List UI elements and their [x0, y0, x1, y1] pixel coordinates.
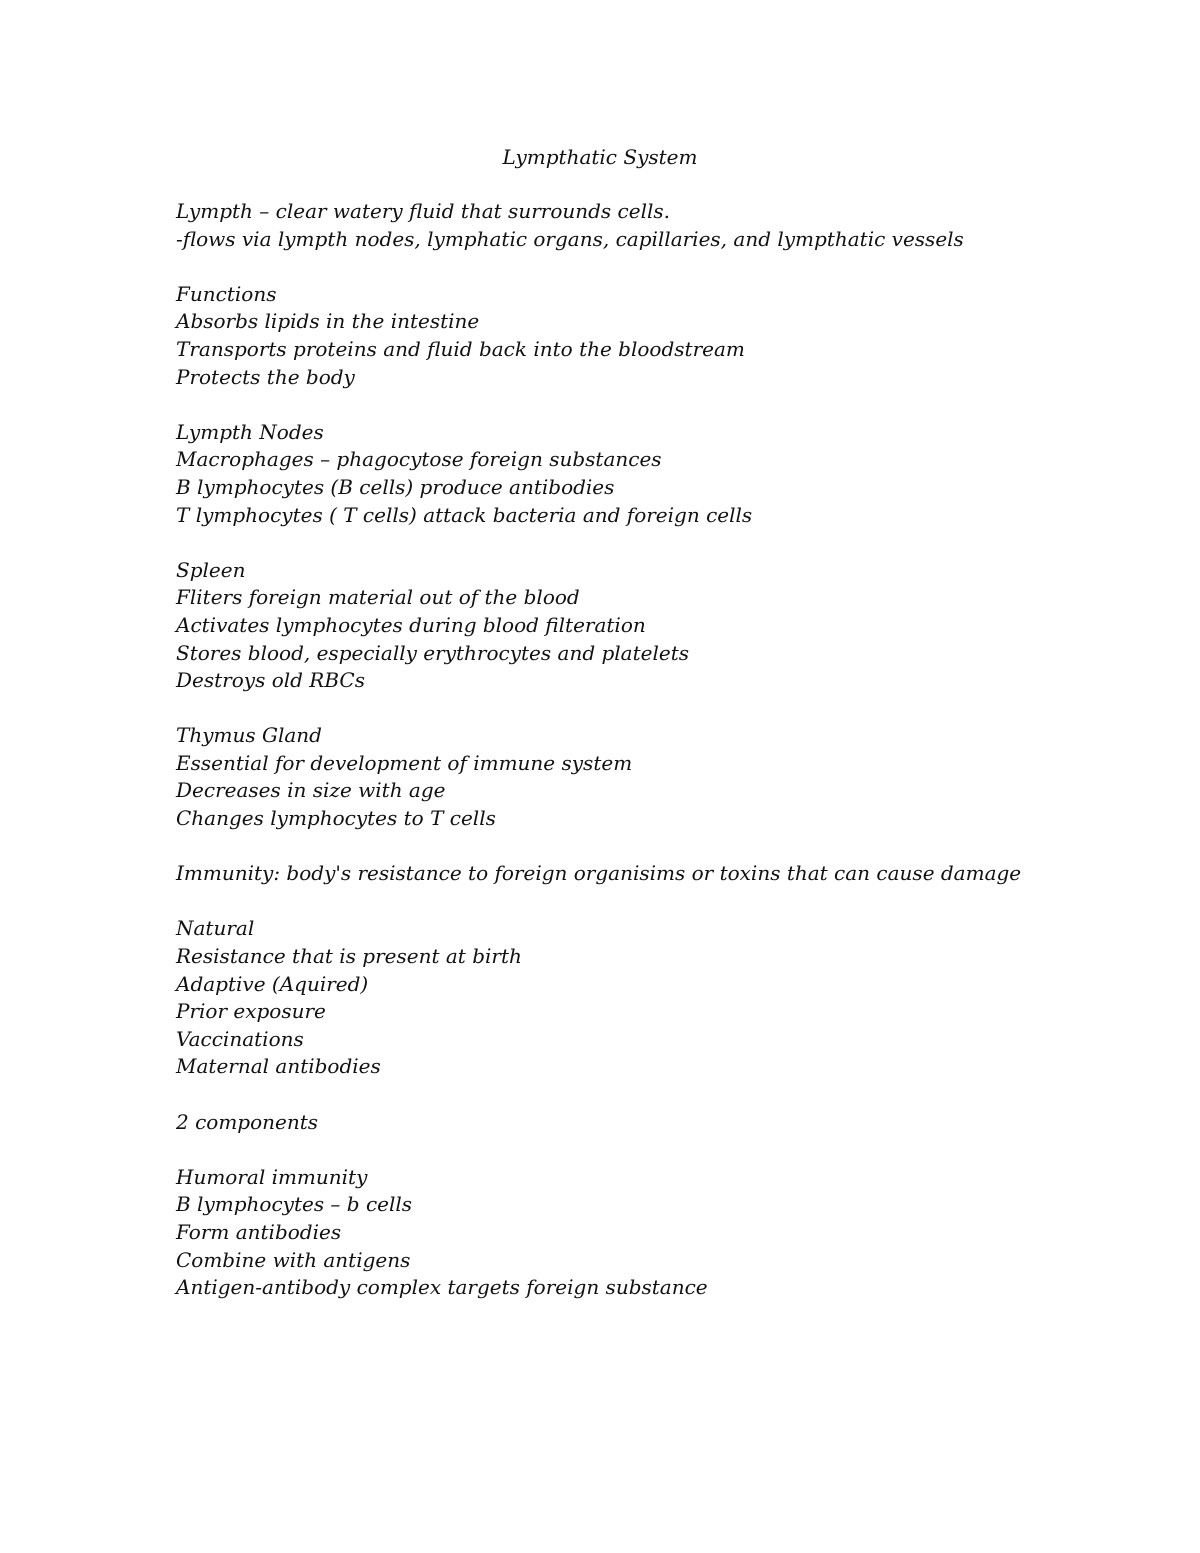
text-line: Changes lymphocytes to T cells: [176, 806, 496, 831]
paragraph-gap: [176, 888, 1136, 916]
paragraph-gap: [176, 391, 1136, 419]
section-heading-line: Lympth Nodes: [176, 419, 324, 444]
text-line: Antigen-antibody complex targets foreign substance: [176, 1275, 708, 1300]
text-section: [176, 557, 1136, 695]
text-line: Destroys old RBCs: [176, 668, 365, 693]
paragraph-gap: [176, 695, 1136, 723]
paragraph-gap: [176, 529, 1136, 557]
text-section: [176, 915, 1136, 1081]
section-heading-line: Natural: [176, 916, 255, 941]
text-line: B lymphocytes (B cells) produce antibodies: [176, 474, 615, 499]
paragraph-gap: [176, 1136, 1136, 1164]
section-heading-line: Lympth – clear watery fluid that surrounds cells.: [176, 199, 670, 223]
text-section: [176, 281, 1136, 391]
text-line: Activates lymphocytes during blood filteration: [176, 612, 646, 637]
text-line: Essential for development of immune system: [176, 750, 633, 775]
text-section: [176, 419, 1136, 529]
section-heading-line: Functions: [176, 281, 277, 306]
text-line: Absorbs lipids in the intestine: [176, 309, 480, 334]
text-line: -flows via lympth nodes, lymphatic organs, capillaries, and lympthatic vessels: [176, 226, 964, 251]
text-line: Macrophages – phagocytose foreign substances: [176, 447, 662, 472]
paragraph-gap: [176, 1081, 1136, 1109]
paragraph-gap: [176, 253, 1136, 281]
text-section: [176, 198, 1136, 253]
text-line: Resistance that is present at birth: [176, 944, 522, 969]
section-heading-line: Thymus Gland: [176, 723, 322, 748]
text-line: B lymphocytes – b cells: [176, 1192, 413, 1217]
text-line: Fliters foreign material out of the blood: [176, 585, 580, 610]
section-heading-line: Spleen: [176, 557, 246, 582]
text-line: Combine with antigens: [176, 1247, 411, 1272]
text-line: Vaccinations: [176, 1026, 304, 1051]
text-line: Protects the body: [176, 364, 355, 389]
text-section: [176, 1164, 1136, 1302]
text-section: [176, 1109, 1136, 1137]
text-line: Prior exposure: [176, 999, 326, 1024]
section-heading-line: Immunity: body's resistance to foreign organisims or toxins that can cause damage: [176, 861, 1022, 886]
paragraph-gap: [176, 833, 1136, 861]
text-line: Transports proteins and fluid back into the bloodstream: [176, 336, 745, 361]
section-heading-line: Humoral immunity: [176, 1164, 368, 1189]
text-line: T lymphocytes ( T cells) attack bacteria and foreign cells: [176, 502, 753, 527]
document-body: [176, 198, 1136, 1302]
text-line: Stores blood, especially erythrocytes and platelets: [176, 640, 690, 665]
text-line: Decreases in size with age: [176, 778, 446, 803]
text-line: Adaptive (Aquired): [176, 971, 369, 996]
text-line: Form antibodies: [176, 1219, 342, 1244]
text-section: [176, 860, 1136, 888]
text-line: Maternal antibodies: [176, 1054, 381, 1079]
section-heading-line: 2 components: [176, 1109, 319, 1134]
text-section: [176, 722, 1136, 832]
document-title: Lympthatic System: [502, 145, 698, 169]
